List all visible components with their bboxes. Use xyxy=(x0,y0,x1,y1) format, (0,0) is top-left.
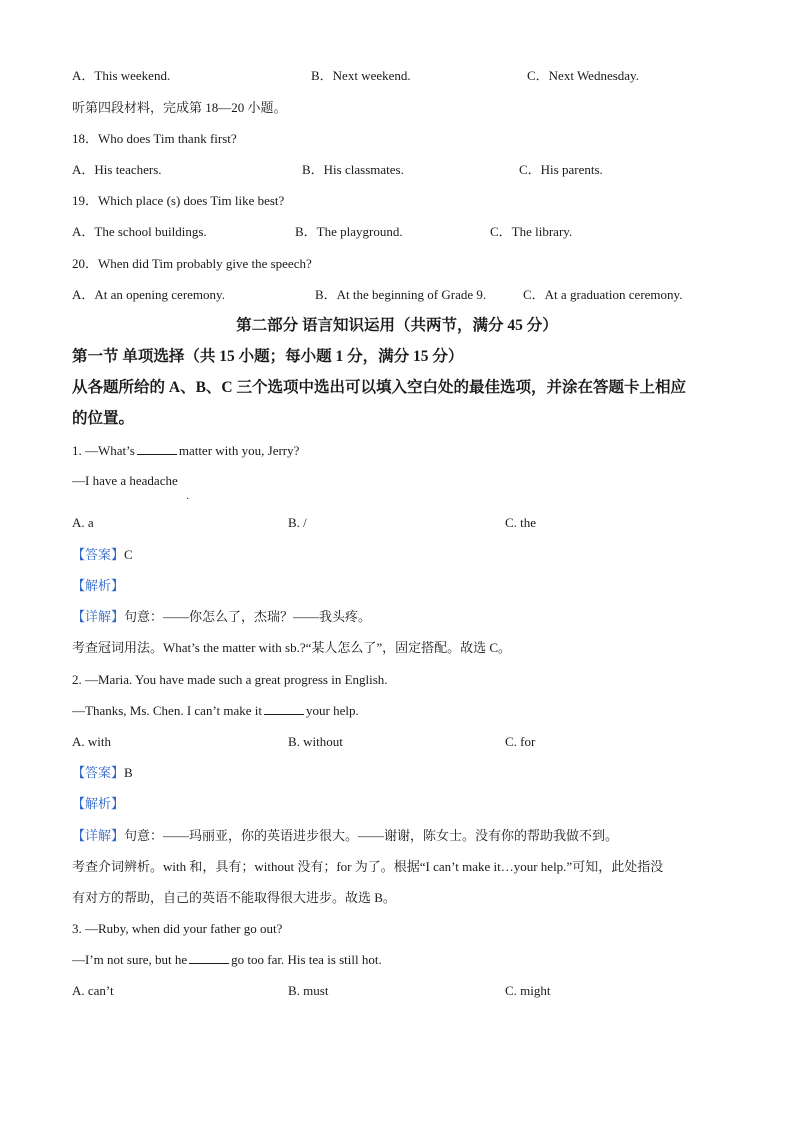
answer-value: C xyxy=(124,547,133,562)
answer-blank xyxy=(189,952,229,964)
detail-tag: 【详解】 xyxy=(72,828,125,843)
q17-option-c: C．Next Wednesday. xyxy=(527,68,639,83)
item1-answer xyxy=(72,547,133,563)
answer-tag: 【答案】 xyxy=(72,547,125,562)
item1-option-a: A. a xyxy=(72,515,94,530)
stray-dot: · xyxy=(186,494,190,505)
q18-option-b: B．His classmates. xyxy=(302,162,404,177)
q20-option-b: B．At the beginning of Grade 9. xyxy=(315,287,487,302)
item2-explanation: 考查介词辨析。with 和，具有；without 没有；for 为了。根据“I can’t make it…your help.”可知，此处指没 xyxy=(72,859,664,874)
detail-text: 句意：——玛丽亚，你的英语进步很大。——谢谢，陈女士。没有你的帮助我做不到。 xyxy=(124,828,619,843)
detail-tag: 【详解】 xyxy=(72,609,125,624)
part2-title: 第二部分 语言知识运用（共两节，满分 45 分） xyxy=(236,317,558,334)
item1-analysis-tag: 【解析】 xyxy=(72,578,125,593)
item2-detail xyxy=(72,828,618,844)
q18-option-c: C．His parents. xyxy=(519,162,603,177)
q19-option-c: C．The library. xyxy=(490,224,573,239)
answer-blank xyxy=(137,443,177,455)
item2-option-b: B. without xyxy=(288,734,343,749)
section1-instruction-cont: 的位置。 xyxy=(72,410,135,427)
item3-question: 3. —Ruby, when did your father go out? xyxy=(72,921,283,936)
section1-title: 第一节 单项选择（共 15 小题；每小题 1 分，满分 15 分） xyxy=(72,348,464,365)
item2-analysis-tag: 【解析】 xyxy=(72,796,125,811)
q20-stem: 20．When did Tim probably give the speech? xyxy=(72,256,312,271)
item2-response xyxy=(72,703,359,719)
item1-question-pre: 1. —What’s xyxy=(72,443,135,458)
item1-option-b: B. / xyxy=(288,515,307,530)
item2-question: 2. —Maria. You have made such a great progress in English. xyxy=(72,672,388,687)
item3-response-pre: —I’m not sure, but he xyxy=(72,952,188,967)
item2-response-post: your help. xyxy=(306,703,359,718)
detail-text: 句意：——你怎么了，杰瑞？——我头疼。 xyxy=(124,609,372,624)
q20-option-c: C．At a graduation ceremony. xyxy=(523,287,683,302)
section1-instruction: 从各题所给的 A、B、C 三个选项中选出可以填入空白处的最佳选项，并涂在答题卡上相应 xyxy=(72,379,686,396)
q17-option-b: B．Next weekend. xyxy=(311,68,411,83)
item1-response: —I have a headache xyxy=(72,473,178,488)
item1-option-c: C. the xyxy=(505,515,537,530)
item3-option-c: C. might xyxy=(505,983,551,998)
item2-response-pre: —Thanks, Ms. Chen. I can’t make it xyxy=(72,703,263,718)
item2-answer xyxy=(72,765,133,781)
item3-response xyxy=(72,952,382,968)
item2-option-a: A. with xyxy=(72,734,111,749)
q17-option-a: A．This weekend. xyxy=(72,68,171,83)
section4-instruction: 听第四段材料，完成第 18—20 小题。 xyxy=(72,100,287,115)
item2-explanation-cont: 有对方的帮助，自己的英语不能取得很大进步。故选 B。 xyxy=(72,890,396,905)
item1-question-post: matter with you, Jerry? xyxy=(178,443,300,458)
item1-explanation: 考查冠词用法。What’s the matter with sb.?“某人怎么了”，固定搭配。故选 C。 xyxy=(72,640,512,655)
q19-option-b: B．The playground. xyxy=(295,224,403,239)
q20-option-a: A．At an opening ceremony. xyxy=(72,287,225,302)
answer-blank xyxy=(264,703,304,715)
item1-detail xyxy=(72,609,371,625)
q19-option-a: A．The school buildings. xyxy=(72,224,207,239)
q18-option-a: A．His teachers. xyxy=(72,162,162,177)
q18-stem: 18．Who does Tim thank first? xyxy=(72,131,237,146)
item2-option-c: C. for xyxy=(505,734,536,749)
item3-option-a: A. can’t xyxy=(72,983,114,998)
answer-tag: 【答案】 xyxy=(72,765,125,780)
item3-response-post: go too far. His tea is still hot. xyxy=(231,952,382,967)
answer-value: B xyxy=(124,765,133,780)
item3-option-b: B. must xyxy=(288,983,329,998)
q19-stem: 19．Which place (s) does Tim like best? xyxy=(72,193,285,208)
item1-question xyxy=(72,443,299,459)
